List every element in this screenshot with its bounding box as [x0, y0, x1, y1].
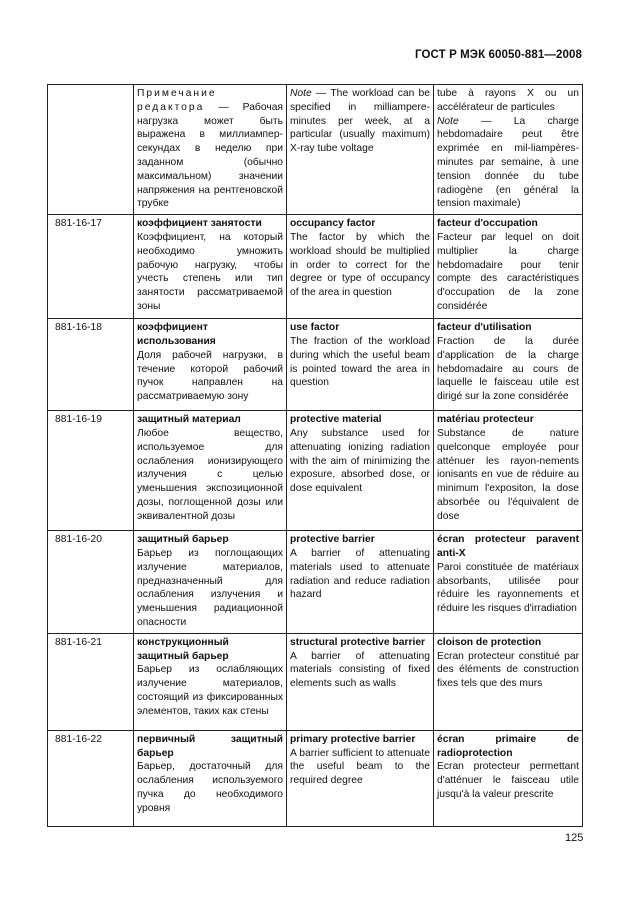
table-row: [48, 730, 583, 826]
en-definition: A barrier of attenuating materials consisting of fixed elements such as walls: [290, 650, 430, 690]
ru-term: коэффициент использования: [137, 322, 216, 347]
en-definition: A barrier sufficient to attenuate the useful beam to the required degree: [290, 747, 430, 787]
fr-continued-text: tube à rayons X ou un accélérateur de particules: [437, 88, 579, 113]
document-header: ГОСТ Р МЭК 60050-881—2008: [415, 49, 582, 61]
fr-definition: Ecran protecteur constitué par des éléments de construction fixes tels que des murs: [437, 650, 579, 690]
ru-definition: Любое вещество, используемое для ослабления ионизирующего излучения с целью уменьшения экспозиционной дозы, поглощенной дозы или эквивалентной дозы: [137, 427, 283, 522]
en-term: occupancy factor: [290, 218, 376, 230]
entry-number: 881-16-20: [48, 531, 134, 634]
ru-term: коэффициент занятости: [137, 218, 262, 230]
en-term: protective material: [290, 414, 382, 426]
ru-term: первичный защитный барьер: [137, 733, 283, 759]
ru-definition: Коэффициент, на который необходимо умножить рабочую нагрузку, чтобы учесть степень или тип занятости рассматриваемой зоны: [137, 231, 283, 312]
fr-term: cloison de protection: [437, 636, 542, 648]
entry-number: 881-16-18: [48, 319, 134, 411]
fr-term: écran protecteur paravent anti-X: [437, 534, 579, 559]
ru-definition: Барьер из поглощающих излучение материалов, предназначенный для ослабления излучения и уменьшения радиационной опасности: [137, 547, 283, 628]
fr-term: écran primaire de radioprotection: [437, 733, 579, 759]
fr-definition: Paroi constituée de matériaux absorbants, utilisée pour réduire les rayonnements et réduire les risques d'irradiation: [437, 561, 579, 615]
entry-number-cell: [48, 85, 134, 215]
fr-definition: Fraction de la durée d'application de la charge hebdomadaire au cours de laquelle le faisceau utile est dirigé sur la zone considérée: [437, 335, 579, 403]
entry-number: 881-16-22: [48, 730, 134, 826]
en-note-text: — The workload can be specified in milliampere-minutes per week, at a particular (usually maximum) X-ray tube voltage: [290, 88, 430, 155]
en-note-cell: [287, 85, 434, 215]
ru-note-text: — Рабочая нагрузка может быть выражена в миллиампер-секундах в неделю при заданном (обычно максимальном) значении напряжения на рентгеновской трубке: [137, 101, 283, 210]
table-row-continued: [48, 85, 583, 215]
table-row: [48, 633, 583, 730]
entry-number: 881-16-21: [48, 633, 134, 730]
en-definition: Any substance used for attenuating ionizing radiation with the aim of minimizing the exposure, absorbed dose, or dose equivalent: [290, 427, 430, 495]
ru-definition: Барьер из ослабляющих излучение материалов, состоящий из фиксированных элементов, таких как стены: [137, 664, 283, 717]
ru-term: защитный материал: [137, 414, 241, 426]
fr-note-cell: [434, 85, 583, 215]
fr-term: facteur d'utilisation: [437, 322, 532, 334]
entry-number: 881-16-17: [48, 215, 134, 319]
ru-definition: Доля рабочей нагрузки, в течение которой рабочий пучок направлен на рассматриваемую зону: [137, 349, 283, 403]
fr-term: matériau protecteur: [437, 414, 534, 426]
table-row: [48, 215, 583, 319]
ru-note-label: Примечание редактора: [137, 88, 217, 113]
en-term: primary protective barrier: [290, 733, 416, 745]
fr-definition: Ecran protecteur permettant d'atténuer le faisceau utile jusqu'à la valeur prescrite: [437, 761, 579, 800]
fr-note-text: — La charge hebdomadaire peut être exprimée en mil-liampères-minutes par semaine, à une tension donnée du tube radiogène (en général la tension maximale): [437, 115, 579, 210]
en-definition: A barrier of attenuating materials used to attenuate radiation and reduce radiation hazard: [290, 547, 430, 601]
ru-term: конструкционный защитный барьер: [137, 636, 229, 662]
table-row: [48, 531, 583, 634]
ru-note-cell: [134, 85, 287, 215]
page-number: 125: [565, 832, 584, 844]
en-term: protective barrier: [290, 534, 375, 546]
table-row: [48, 411, 583, 531]
fr-note-label: Note: [437, 115, 459, 127]
en-term: structural protective barrier: [290, 636, 426, 648]
table-row: [48, 319, 583, 411]
entry-number: 881-16-19: [48, 411, 134, 531]
en-note-label: Note: [290, 88, 312, 99]
terminology-table: [47, 84, 583, 827]
en-definition: The factor by which the workload should be multiplied in order to correct for the degree or type of occupancy of the area in question: [290, 231, 430, 299]
en-definition: The fraction of the workload during which the useful beam is pointed toward the area in question: [290, 335, 430, 389]
ru-definition: Барьер, достаточный для ослабления используемого пучка до необходимого уровня: [137, 761, 283, 814]
en-term: use factor: [290, 322, 340, 334]
ru-term: защитный барьер: [137, 534, 229, 546]
fr-definition: Substance de nature quelconque employée pour atténuer les rayon-nements ionisants en vue de réduire au minimum l'expositon, la dose absorbée ou l'équivalent de dose: [437, 427, 579, 522]
fr-definition: Facteur par lequel on doit multiplier la charge hebdomadaire pour tenir compte des caractéristiques d'occupation de la zone considérée: [437, 231, 579, 312]
fr-term: facteur d'occupation: [437, 218, 538, 230]
